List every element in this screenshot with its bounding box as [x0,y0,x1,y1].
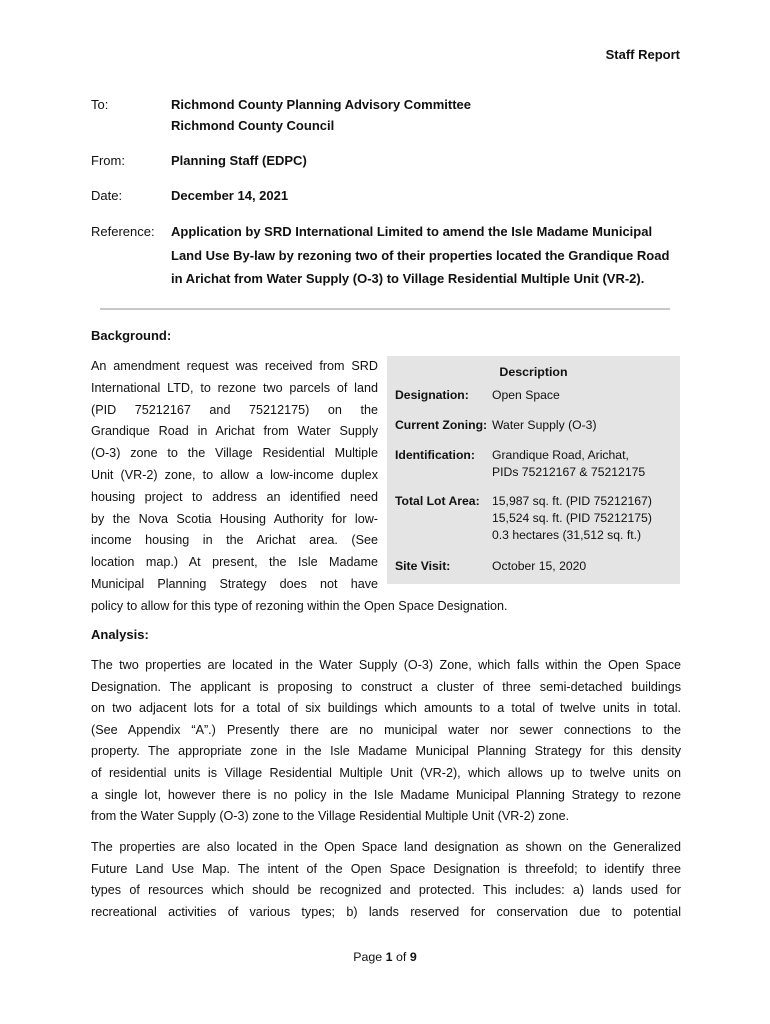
paragraph-line: Grandique Road in Arichat from Water Supply [91,424,378,439]
paragraph-line: types of resources which should be recognized and protected. This includes: a) lands used for [91,883,681,898]
memo-to-line: Richmond County Planning Advisory Committee [171,97,471,112]
background-heading: Background: [91,328,172,343]
memo-reference-line: Land Use By-law by rezoning two of their properties located the Grandique Road [171,247,670,263]
designation-label: Designation: [395,388,469,402]
description-title: Description [499,365,568,379]
paragraph-line: (PID 75212167 and 75212175) on the [91,402,378,417]
report-type-heading: Staff Report [605,47,680,62]
memo-date-value: December 14, 2021 [171,188,289,203]
identification-label: Identification: [395,448,475,462]
identification-value [492,447,692,481]
memo-from-value: Planning Staff (EDPC) [171,153,307,168]
identification-line: Grandique Road, Arichat, [492,448,629,462]
section-divider [100,308,670,310]
paragraph-line: recreational activities of various types; b) lands reserved for conservation due to potential [91,904,681,919]
lot-area-label: Total Lot Area: [395,494,480,508]
memo-reference-value [171,220,681,291]
memo-reference-label: Reference: [91,224,155,239]
paragraph-line: of residential units is Village Residential Multiple Unit (VR-2), which allows up to twelve units on [91,765,681,780]
analysis-paragraph-1 [91,655,681,828]
page-number: 1 [385,950,393,964]
site-visit-label: Site Visit: [395,559,451,573]
description-box [387,356,680,584]
zoning-label: Current Zoning: [395,418,488,432]
paragraph-line: income housing in the Arichat area. (See [91,533,378,548]
page-word: Page [353,950,383,964]
zoning-value: Water Supply (O-3) [492,418,597,432]
paragraph-line: Unit (VR-2) zone, to allow a low-income duplex [91,467,378,482]
paragraph-line: from the Water Supply (O-3) zone to the Village Residential Multiple Unit (VR-2) zone. [91,809,570,824]
paragraph-line: An amendment request was received from SRD [91,359,378,373]
page-footer [0,950,770,964]
site-visit-value: October 15, 2020 [492,559,587,573]
memo-to-line: Richmond County Council [171,118,335,133]
memo-reference-line: in Arichat from Water Supply (O-3) to Village Residential Multiple Unit (VR-2). [171,271,645,286]
lot-area-line: 15,524 sq. ft. (PID 75212175) [492,511,652,525]
paragraph-line: The two properties are located in the Water Supply (O-3) Zone, which falls within the Open Space [91,658,681,672]
memo-to-label: To: [91,97,109,112]
paragraph-line: on two adjacent lots for a total of six buildings which amounts to a total of twelve units in total. [91,701,681,716]
designation-value: Open Space [492,388,560,402]
background-last-line: policy to allow for this type of rezoning within the Open Space Designation. [91,599,508,613]
of-word: of [396,950,407,964]
lot-area-value [492,493,692,544]
paragraph-line: (See Appendix “A”.) Presently there are no municipal water nor sewer connections to the [91,722,681,737]
memo-reference-line: Application by SRD International Limited to amend the Isle Madame Municipal [171,224,653,239]
paragraph-line: by the Nova Scotia Housing Authority for low- [91,511,378,526]
paragraph-line: Municipal Planning Strategy does not have [91,576,378,591]
paragraph-line: location map.) At present, the Isle Madame [91,555,378,570]
paragraph-line: Designation. The applicant is proposing to construct a cluster of three semi-detached buildings [91,679,681,694]
paragraph-line: housing project to address an identified need [91,489,378,504]
identification-line: PIDs 75212167 & 75212175 [492,465,646,479]
paragraph-line: The properties are also located in the Open Space land designation as shown on the Generalized [91,840,681,854]
paragraph-line: International LTD, to rezone two parcels of land [91,380,378,395]
paragraph-line: Future Land Use Map. The intent of the Open Space Designation is threefold; to identify three [91,861,681,876]
analysis-heading: Analysis: [91,627,149,642]
total-pages: 9 [409,950,417,964]
memo-to-value [171,94,681,136]
paragraph-line: (O-3) zone to the Village Residential Multiple [91,446,378,461]
lot-area-line: 15,987 sq. ft. (PID 75212167) [492,494,652,508]
background-paragraph [91,356,378,596]
paragraph-line: property. The appropriate zone in the Isle Madame Municipal Planning Strategy for this density [91,744,681,759]
paragraph-line: a single lot, however there is no policy in the Isle Madame Municipal Planning Strategy to rezone [91,787,681,802]
memo-date-label: Date: [91,188,123,203]
memo-from-label: From: [91,153,125,168]
lot-area-line: 0.3 hectares (31,512 sq. ft.) [492,528,642,542]
analysis-paragraph-2 [91,837,681,923]
